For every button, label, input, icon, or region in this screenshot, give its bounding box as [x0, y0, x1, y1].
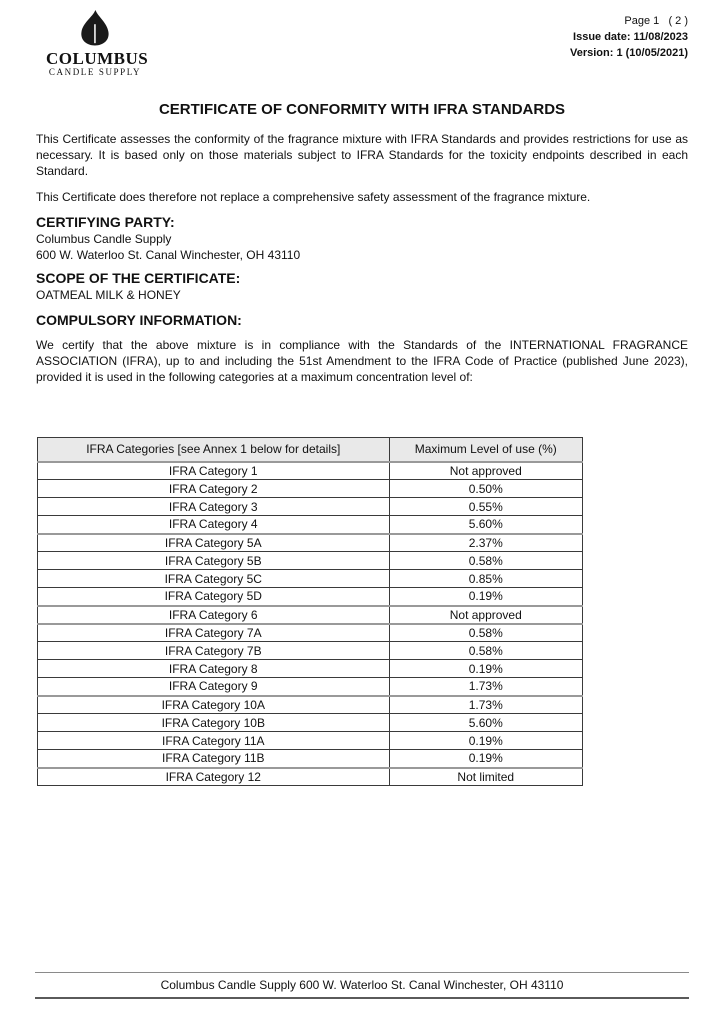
document-meta [570, 13, 688, 61]
table-row [38, 588, 583, 606]
max-level-cell: 0.58% [389, 624, 582, 642]
max-level-cell: 0.85% [389, 570, 582, 588]
max-level-cell: 0.55% [389, 498, 582, 516]
scope-heading: SCOPE OF THE CERTIFICATE: [36, 270, 241, 286]
category-cell: IFRA Category 5A [38, 534, 390, 552]
table-row [38, 498, 583, 516]
intro-paragraph-2: This Certificate does therefore not replace a comprehensive safety assessment of the fragrance mixture. [36, 190, 591, 204]
max-level-cell: 5.60% [389, 516, 582, 534]
max-level-cell: 0.19% [389, 660, 582, 678]
max-level-cell: 2.37% [389, 534, 582, 552]
category-cell: IFRA Category 11A [38, 732, 390, 750]
category-cell: IFRA Category 5D [38, 588, 390, 606]
logo-subtitle: CANDLE SUPPLY [48, 67, 142, 77]
footer-address: Columbus Candle Supply 600 W. Waterloo St. Canal Winchester, OH 43110 [160, 978, 564, 992]
table-row [38, 606, 583, 624]
scope-product: OATMEAL MILK & HONEY [36, 288, 181, 302]
compulsory-body: We certify that the above mixture is in compliance with the Standards of the INTERNATIONAL FRAGRANCE ASSOCIATION (IFRA), up to and including the 51st Amendment to the IFRA Code of Practice (published June 2023), provided it is used in the following categories at a maximum concentration level of: [36, 338, 688, 384]
flame-icon [76, 33, 114, 50]
max-level-cell: Not limited [389, 768, 582, 786]
table-row [38, 516, 583, 534]
category-cell: IFRA Category 4 [38, 516, 390, 534]
table-row [38, 750, 583, 768]
category-cell: IFRA Category 9 [38, 678, 390, 696]
certifying-party-heading: CERTIFYING PARTY: [36, 214, 175, 230]
compulsory-heading: COMPULSORY INFORMATION: [36, 312, 242, 328]
category-cell: IFRA Category 1 [38, 462, 390, 480]
table-row [38, 642, 583, 660]
max-level-cell: 0.19% [389, 732, 582, 750]
page-number: Page 1 ( 2 ) [624, 15, 688, 27]
max-level-cell: 0.19% [389, 750, 582, 768]
document-title: CERTIFICATE OF CONFORMITY WITH IFRA STANDARDS [158, 101, 566, 118]
column-header-categories: IFRA Categories [see Annex 1 below for details] [38, 438, 390, 462]
certifying-party-company: Columbus Candle Supply [36, 232, 172, 246]
table-row [38, 552, 583, 570]
table-row [38, 732, 583, 750]
max-level-cell: 1.73% [389, 696, 582, 714]
column-header-max-level: Maximum Level of use (%) [389, 438, 582, 462]
max-level-cell: 5.60% [389, 714, 582, 732]
footer-divider-top [35, 972, 689, 973]
compulsory-section [36, 312, 688, 329]
ifra-table-body [38, 462, 583, 786]
max-level-cell: Not approved [389, 606, 582, 624]
max-level-cell: 0.50% [389, 480, 582, 498]
scope-section [36, 270, 688, 303]
category-cell: IFRA Category 5C [38, 570, 390, 588]
certifying-party-section [36, 214, 688, 263]
max-level-cell: Not approved [389, 462, 582, 480]
table-header-row [38, 438, 583, 462]
category-cell: IFRA Category 12 [38, 768, 390, 786]
max-level-cell: 0.19% [389, 588, 582, 606]
category-cell: IFRA Category 5B [38, 552, 390, 570]
table-row [38, 768, 583, 786]
table-row [38, 624, 583, 642]
category-cell: IFRA Category 7B [38, 642, 390, 660]
intro-paragraph-1: This Certificate assesses the conformity of the fragrance mixture with IFRA Standards and provides restrictions for use as necessary. It is based only on those materials subject to IFRA Standards for the toxicity endpoints described in each Standard. [36, 132, 688, 178]
category-cell: IFRA Category 11B [38, 750, 390, 768]
category-cell: IFRA Category 6 [38, 606, 390, 624]
max-level-cell: 0.58% [389, 552, 582, 570]
table-row [38, 714, 583, 732]
table-row [38, 462, 583, 480]
company-logo [46, 10, 149, 77]
max-level-cell: 0.58% [389, 642, 582, 660]
table-row [38, 480, 583, 498]
max-level-cell: 1.73% [389, 678, 582, 696]
category-cell: IFRA Category 2 [38, 480, 390, 498]
table-row [38, 570, 583, 588]
version: Version: 1 (10/05/2021) [569, 47, 688, 59]
category-cell: IFRA Category 7A [38, 624, 390, 642]
issue-date: Issue date: 11/08/2023 [573, 31, 688, 43]
category-cell: IFRA Category 10A [38, 696, 390, 714]
category-cell: IFRA Category 10B [38, 714, 390, 732]
category-cell: IFRA Category 3 [38, 498, 390, 516]
footer-divider-bottom [35, 997, 689, 999]
category-cell: IFRA Category 8 [38, 660, 390, 678]
table-row [38, 696, 583, 714]
table-row [38, 678, 583, 696]
logo-name: COLUMBUS [46, 49, 149, 68]
table-row [38, 660, 583, 678]
table-row [38, 534, 583, 552]
ifra-categories-table [37, 437, 583, 786]
certifying-party-address: 600 W. Waterloo St. Canal Winchester, OH 43110 [36, 248, 301, 262]
